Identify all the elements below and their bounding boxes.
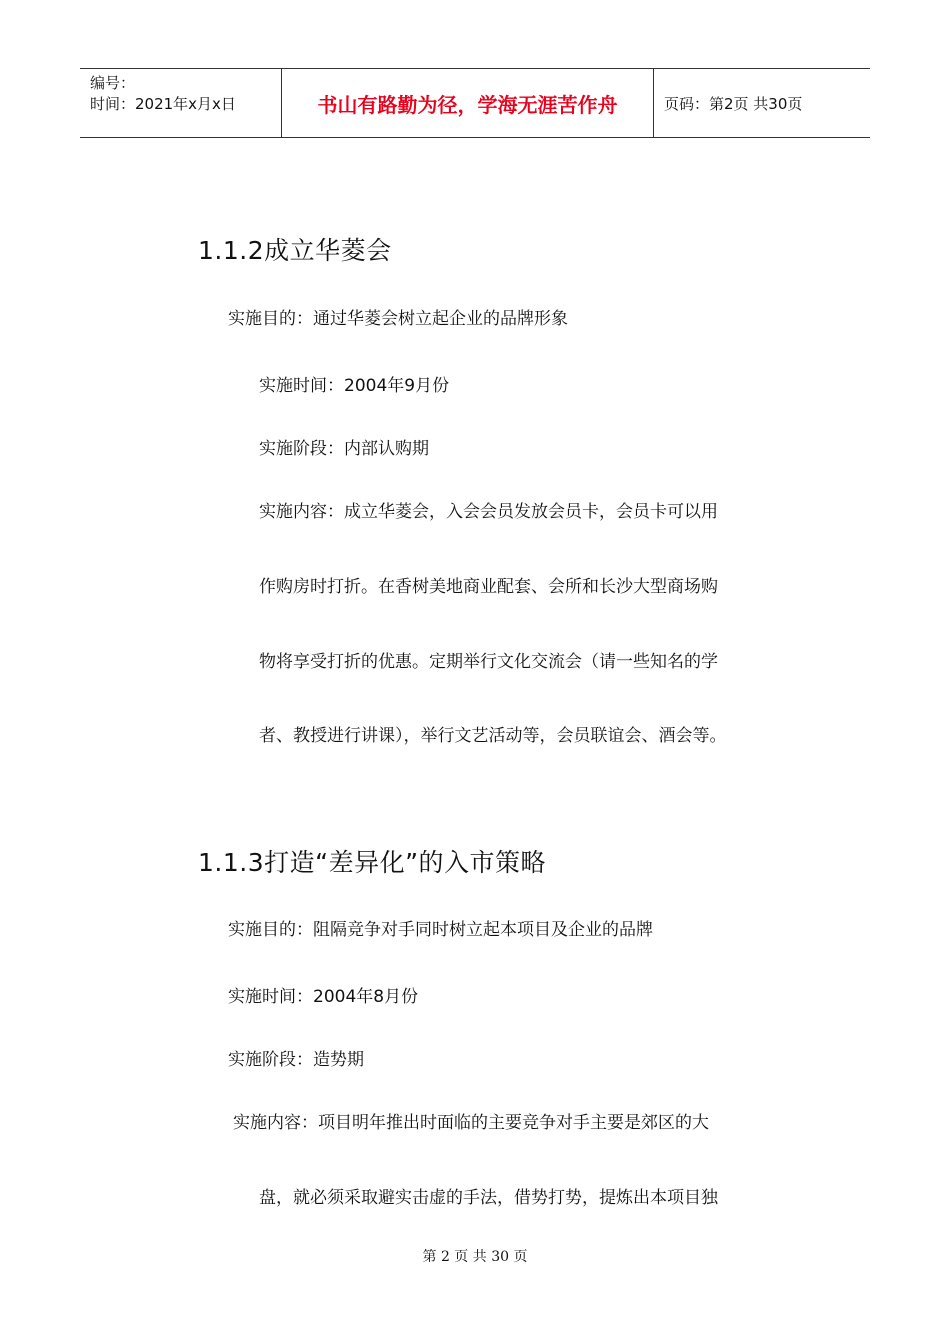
section-heading: 1.1.3打造“差异化”的入市策略	[198, 848, 547, 877]
section-purpose: 实施目的：通过华菱会树立起企业的品牌形象	[228, 309, 568, 329]
content-line: 者、教授进行讲课），举行文艺活动等，会员联谊会、酒会等。	[259, 726, 727, 746]
content-line: 作购房时打折。在香树美地商业配套、会所和长沙大型商场购	[259, 577, 718, 597]
content-line: 实施内容：项目明年推出时面临的主要竞争对手主要是郊区的大	[233, 1113, 709, 1133]
section-heading: 1.1.2成立华菱会	[198, 236, 392, 265]
header-motto: 书山有路勤为径，学海无涯苦作舟	[281, 69, 654, 137]
content-line: 盘，就必须采取避实击虚的手法，借势打势，提炼出本项目独	[259, 1188, 718, 1208]
header-page-info: 页码：第2页 共30页	[664, 94, 803, 113]
page-header	[80, 68, 870, 138]
content-line: 实施内容：成立华菱会，入会会员发放会员卡，会员卡可以用	[259, 502, 718, 522]
section-time: 实施时间：2004年9月份	[259, 376, 450, 396]
header-meta	[80, 69, 281, 137]
section-purpose: 实施目的：阻隔竞争对手同时树立起本项目及企业的品牌	[228, 920, 653, 940]
document-time-label: 时间：2021年x月x日	[90, 95, 236, 113]
content-line: 物将享受打折的优惠。定期举行文化交流会（请一些知名的学	[259, 652, 718, 672]
section-stage: 实施阶段：内部认购期	[259, 439, 429, 459]
document-number-label: 编号：	[90, 74, 136, 92]
page-footer: 第 2 页 共 30 页	[422, 1249, 528, 1265]
section-time: 实施时间：2004年8月份	[228, 987, 419, 1007]
section-stage: 实施阶段：造势期	[228, 1050, 364, 1070]
